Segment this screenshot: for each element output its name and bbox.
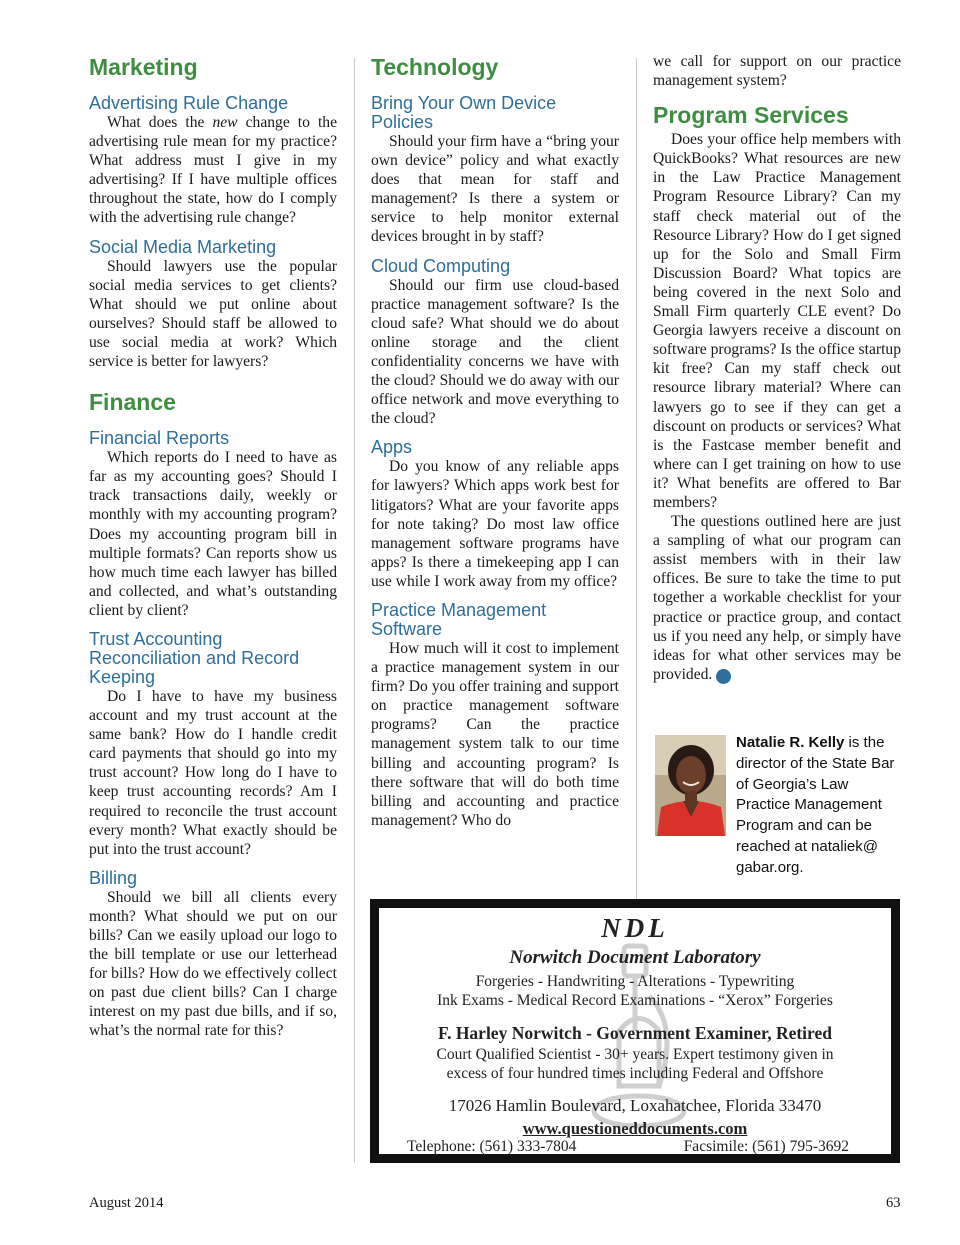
advertising-paragraph: What does the new change to the advertising rule mean for my practice? What address must I give in my advertising? If I have multiple offices throughout the state, how do I comply with the advertising rule change? — [89, 114, 337, 227]
author-name: Natalie R. Kelly — [736, 734, 845, 751]
ad-credentials-line-1: Court Qualified Scientist - 30+ years. Expert testimony given in — [436, 1046, 834, 1063]
author-photo — [655, 735, 726, 836]
ad-logo: NDL — [601, 913, 669, 943]
footer-page-number: 63 — [886, 1195, 901, 1211]
footer-issue-date: August 2014 — [89, 1195, 164, 1211]
ad-facsimile: Facsimile: (561) 795-3692 — [683, 1138, 849, 1154]
author-bio — [653, 733, 903, 876]
author-portrait-icon — [655, 735, 726, 836]
financial-reports-paragraph: Which reports do I need to have as far as my accounting goes? Should I track transactions daily, weekly or monthly with my accounting program? Does my accounting program bill in multiple formats? Can reports show us how much time each lawyer has billed and collected, and what’s outstanding client by client? — [89, 449, 337, 619]
social-media-paragraph: Should lawyers use the popular social media services to get clients? What should we put online about ourselves? Should staff be allowed to use social media at work? Which service is better for lawyers? — [89, 257, 337, 371]
column-technology — [371, 52, 619, 830]
practice-management-paragraph: How much will it cost to implement a practice management system in our firm? Do you offer training and support on practice management software programs? Can the practice management system talk to our time billing and accounting program? Is there software that will do both time billing and accounting and practice management? Who do — [371, 639, 619, 829]
subhead-social-media-marketing: Social Media Marketing — [89, 236, 277, 257]
byod-paragraph: Should your firm have a “bring your own device” policy and what exactly does that mean for staff and management? Is there a system or service to help monitor external devices brought in by staff? — [371, 133, 619, 246]
cloud-paragraph: Should our firm use cloud-based practice management software? Is the cloud safe? What should we do about online storage and the client confidentiality concerns we have with the cloud? Should we do away with our office network and move everything to the cloud? — [371, 276, 619, 428]
program-services-paragraph: Does your office help members with QuickBooks? What resources are new in the Law Practice Management Program Resource Library? Can my staff check material out of the Resource Library? How do I get signed up for the Solo and Small Firm Discussion Board? What topics are being covered in the next Solo and Small Firm quarterly CLE event? Do Georgia lawyers receive a discount on software programs? Is the office startup kit free? Can my staff check out resource library material? Where can lawyers go to see if they can get a discount on products or services? What is the Fastcase member benefit and where can I get training on how to use it? What benefits are offered to Bar members? — [653, 131, 901, 511]
subhead-billing: Billing — [89, 867, 138, 888]
ad-company-name: Norwitch Document Laboratory — [509, 947, 761, 968]
advertisement-box — [370, 899, 900, 1163]
continued-paragraph: we call for support on our practice management system? — [653, 53, 901, 90]
subhead-practice-management-software: Practice Management Software — [371, 599, 547, 639]
section-title-marketing: Marketing — [89, 54, 198, 80]
section-title-program-services: Program Services — [653, 102, 849, 129]
column-program-services — [653, 52, 901, 684]
subhead-advertising-rule-change: Advertising Rule Change — [89, 93, 289, 113]
ad-credentials-line-2: excess of four hundred times including Federal and Offshore — [446, 1065, 824, 1082]
billing-paragraph: Should we bill all clients every month? What should we put on our bills? Can we easily upload our logo to the bill template or use our letterhead for bills? How do we effectively collect on past due client bills? Can I charge interest on my past due bills, and if so, what’s the normal rate for this? — [89, 888, 337, 1040]
author-bio-text: Natalie R. Kelly is the director of the State Bar of Georgia’s Law Practice Management Program and can be reached at nataliek@ gabar.org. — [736, 734, 895, 876]
column-marketing-finance — [89, 52, 337, 1041]
ad-examiner: F. Harley Norwitch - Government Examiner, Retired — [437, 1023, 832, 1043]
subhead-cloud-computing: Cloud Computing — [371, 255, 511, 276]
ad-telephone: Telephone: (561) 333-7804 — [407, 1138, 577, 1154]
section-title-technology: Technology — [371, 54, 499, 80]
ad-website-link[interactable]: www.questioneddocuments.com — [522, 1119, 748, 1138]
ad-services-line-1: Forgeries - Handwriting - Alterations - Typewriting — [475, 973, 795, 990]
gbj-end-mark-icon: GBJ — [716, 669, 731, 684]
subhead-apps: Apps — [371, 437, 413, 458]
subhead-byod: Bring Your Own Device Policies — [371, 93, 557, 132]
advertisement-content — [379, 908, 891, 1154]
ad-services-line-2: Ink Exams - Medical Record Examinations - “Xerox” Forgeries — [437, 992, 833, 1009]
closing-paragraph: The questions outlined here are just a sampling of what our program can assist members with in their law offices. Be sure to take the time to put together a workable checklist for your practice or practice group, and contact us if you need any help, or simply have ideas for what other services may be provided. GBJ — [653, 513, 901, 683]
ad-address: 17026 Hamlin Boulevard, Loxahatchee, Florida 33470 — [448, 1096, 822, 1115]
subhead-trust-accounting: Trust Accounting Reconciliation and Record Keeping — [89, 628, 300, 687]
trust-accounting-paragraph: Do I have to have my business account and my trust account at the same bank? How do I handle credit card payments that should go into my trust account? How long do I have to keep trust accounting records? Am I required to reconcile the trust account every month? What exactly should be put into the trust account? — [89, 687, 337, 858]
apps-paragraph: Do you know of any reliable apps for lawyers? Which apps work best for litigators? What are your favorite apps for note taking? Do most law office management software programs have apps? Is there a timekeeping app I can use while I work away from my office? — [371, 458, 619, 590]
column-divider — [354, 58, 355, 1163]
section-title-finance: Finance — [89, 389, 176, 416]
subhead-financial-reports: Financial Reports — [89, 428, 230, 449]
